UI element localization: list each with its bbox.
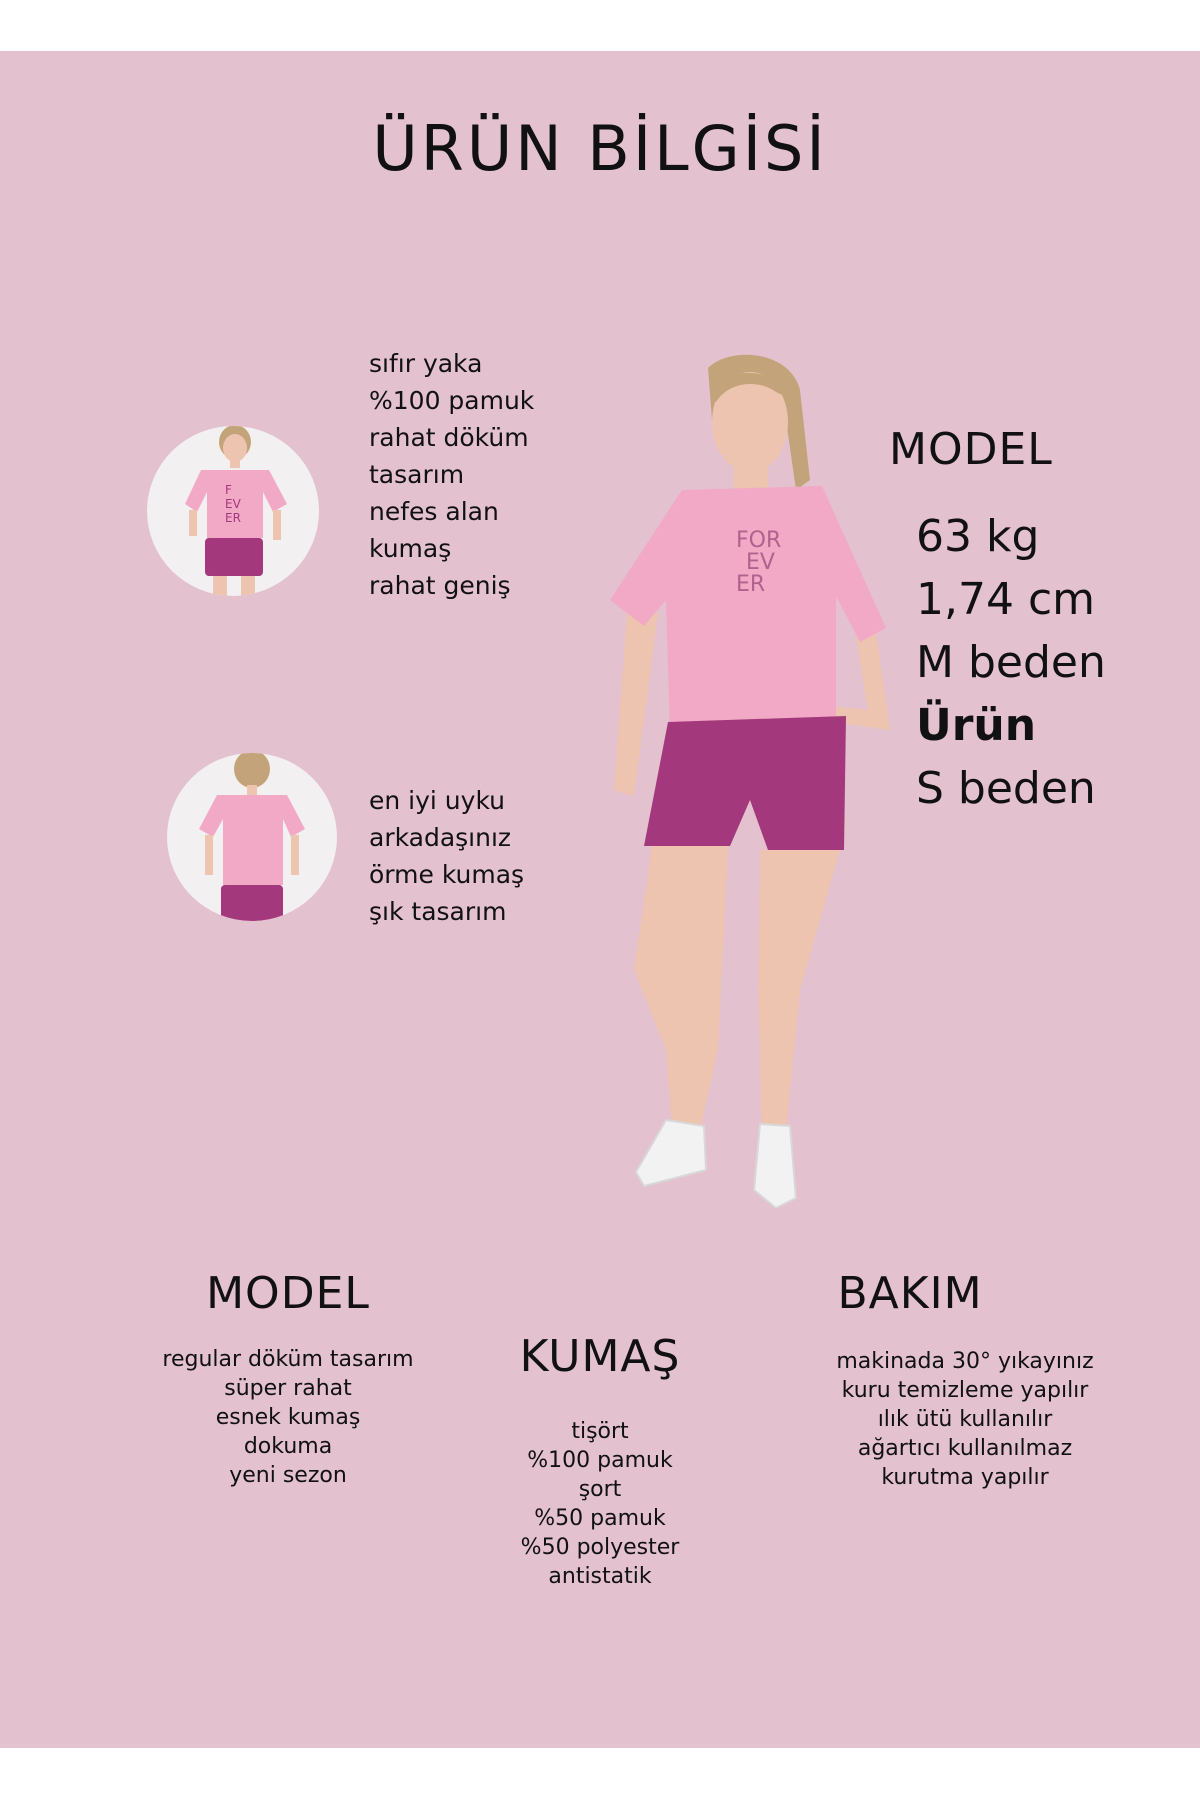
svg-text:EV: EV xyxy=(225,497,241,511)
bakim-item: ılık ütü kullanılır xyxy=(877,1407,1053,1432)
bakim-item: ağartıcı kullanılmaz xyxy=(857,1436,1073,1461)
back-view-thumbnail xyxy=(167,753,337,921)
print-line: EV xyxy=(746,550,775,575)
model-item: dokuma xyxy=(243,1434,333,1459)
bakim-item: kuru temizleme yapılır xyxy=(841,1378,1089,1403)
svg-text:F: F xyxy=(225,483,232,497)
model-item: regular döküm tasarım xyxy=(162,1347,414,1372)
print-line: ER xyxy=(736,572,766,597)
feature-item: kumaş xyxy=(369,534,452,563)
spec-weight: 63 kg xyxy=(916,511,1040,562)
feature-item: arkadaşınız xyxy=(369,823,512,852)
model-item: süper rahat xyxy=(224,1376,352,1401)
feature-item: en iyi uyku xyxy=(369,786,505,815)
svg-text:ER: ER xyxy=(225,511,241,525)
kumas-column-heading: KUMAŞ xyxy=(519,1331,681,1382)
print-line: FOR xyxy=(736,528,782,553)
model-item: esnek kumaş xyxy=(215,1405,361,1430)
spec-product-label: Ürün xyxy=(916,700,1037,751)
kumas-item: antistatik xyxy=(548,1564,652,1589)
bakim-column-list xyxy=(820,1347,1110,1492)
kumas-item: tişört xyxy=(571,1419,629,1444)
page-title: ÜRÜN BİLGİSİ xyxy=(372,112,828,185)
feature-item: tasarım xyxy=(369,460,465,489)
spec-model-size: M beden xyxy=(916,637,1106,688)
bakim-item: makinada 30° yıkayınız xyxy=(836,1349,1094,1374)
kumas-item: %50 polyester xyxy=(520,1535,680,1560)
model-spec-heading: MODEL xyxy=(889,424,1053,475)
spec-height: 1,74 cm xyxy=(916,574,1096,625)
feature-item: rahat döküm xyxy=(369,423,529,452)
kumas-column-list xyxy=(460,1417,740,1591)
feature-item: %100 pamuk xyxy=(369,386,535,415)
kumas-item: şort xyxy=(578,1477,622,1502)
model-item: yeni sezon xyxy=(229,1463,347,1488)
kumas-item: %100 pamuk xyxy=(527,1448,673,1473)
feature-item: rahat geniş xyxy=(369,571,511,600)
feature-item: şık tasarım xyxy=(369,897,507,926)
model-column-heading: MODEL xyxy=(206,1268,370,1319)
feature-item: sıfır yaka xyxy=(369,349,483,378)
kumas-item: %50 pamuk xyxy=(534,1506,666,1531)
model-spec-list xyxy=(916,505,1106,820)
tshirt-print xyxy=(736,530,781,596)
front-view-thumbnail xyxy=(147,426,319,596)
bakim-column-heading: BAKIM xyxy=(837,1268,983,1319)
feature-list-top xyxy=(369,345,534,604)
model-column-list xyxy=(148,1345,428,1490)
feature-list-bottom xyxy=(369,782,524,930)
model-photo xyxy=(600,350,900,1225)
feature-item: nefes alan xyxy=(369,497,499,526)
spec-product-size: S beden xyxy=(916,763,1096,814)
bakim-item: kurutma yapılır xyxy=(881,1465,1049,1490)
feature-item: örme kumaş xyxy=(369,860,525,889)
